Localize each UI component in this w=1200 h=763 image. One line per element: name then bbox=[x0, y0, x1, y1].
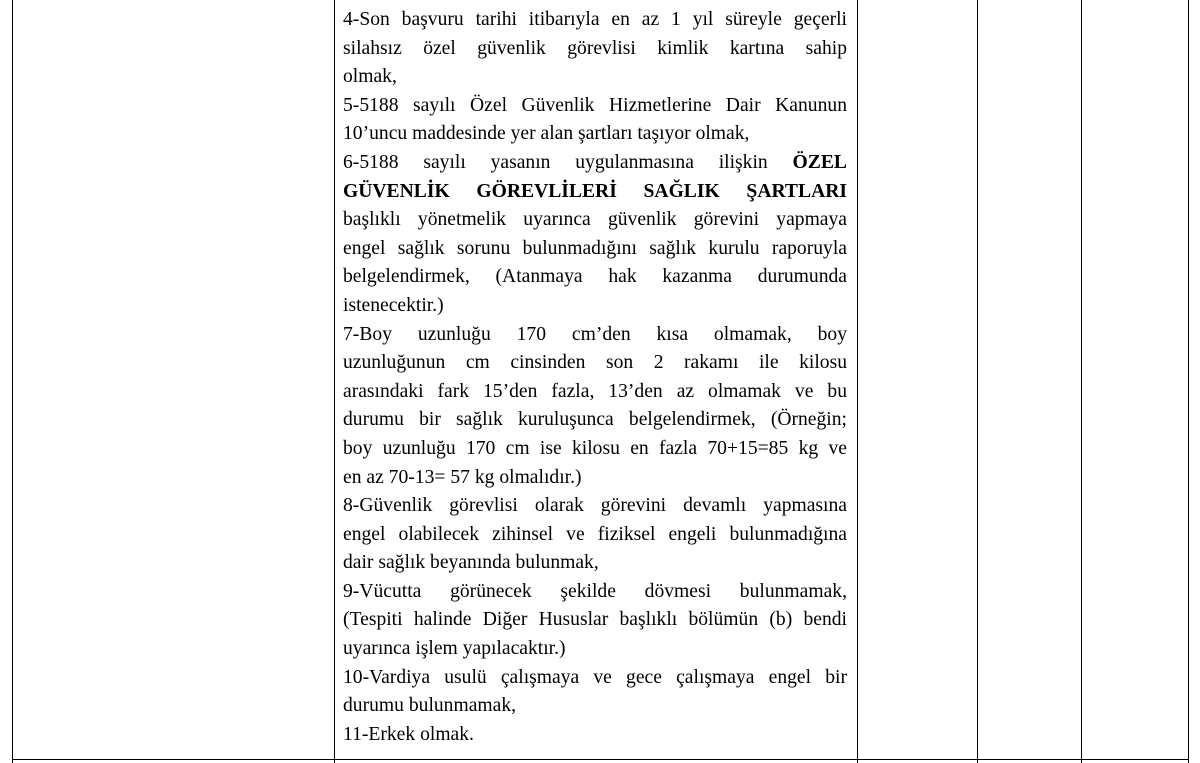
requirement-line: 10’uncu maddesinde yer alan şartları taşıyor olmak, bbox=[343, 123, 750, 145]
requirement-line bbox=[343, 149, 847, 178]
requirement-text: 6-5188 sayılı yasanın uygulanmasına ilişkin bbox=[343, 151, 793, 173]
table-column-divider-2 bbox=[857, 0, 858, 763]
requirement-line: engel olabilecek zihinsel ve fiziksel engeli bulunmadığına bbox=[343, 523, 847, 545]
requirement-line: 10-Vardiya usulü çalışmaya ve gece çalışmaya engel bir bbox=[343, 666, 847, 688]
requirement-line: uzunluğunun cm cinsinden son 2 rakamı ile kilosu bbox=[343, 352, 847, 374]
requirements-cell bbox=[343, 6, 847, 749]
table-border-left bbox=[12, 0, 13, 763]
bold-heading-text: GÜVENLİK GÖREVLİLERİ SAĞLIK ŞARTLARI bbox=[343, 180, 847, 202]
requirement-line: silahsız özel güvenlik görevlisi kimlik kartına sahip bbox=[343, 37, 847, 59]
requirement-line: (Tespiti halinde Diğer Hususlar başlıklı bölümün (b) bendi bbox=[343, 609, 847, 631]
requirement-line: engel sağlık sorunu bulunmadığını sağlık kurulu raporuyla bbox=[343, 237, 847, 259]
table-column-divider-4 bbox=[1081, 0, 1082, 763]
bold-heading-text: ÖZEL bbox=[792, 151, 847, 173]
requirement-line: 4-Son başvuru tarihi itibarıyla en az 1 yıl süreyle geçerli bbox=[343, 9, 847, 30]
requirement-line: 11-Erkek olmak. bbox=[343, 723, 474, 745]
requirement-line: istenecektir.) bbox=[343, 294, 444, 316]
requirement-line: durumu bulunmamak, bbox=[343, 695, 517, 717]
requirement-line: 7-Boy uzunluğu 170 cm’den kısa olmamak, boy bbox=[343, 323, 847, 345]
requirement-line: 8-Güvenlik görevlisi olarak görevini devamlı yapmasına bbox=[343, 495, 847, 517]
requirement-line: uyarınca işlem yapılacaktır.) bbox=[343, 638, 566, 660]
requirement-line bbox=[343, 178, 847, 207]
requirement-line: arasındaki fark 15’den fazla, 13’den az olmamak ve bu bbox=[343, 380, 847, 402]
table-row-bottom-border bbox=[12, 759, 1189, 760]
table-column-divider-1 bbox=[334, 0, 335, 763]
requirement-line: belgelendirmek, (Atanmaya hak kazanma durumunda bbox=[343, 266, 847, 288]
requirement-line: en az 70-13= 57 kg olmalıdır.) bbox=[343, 466, 582, 488]
requirement-line: başlıklı yönetmelik uyarınca güvenlik görevini yapmaya bbox=[343, 209, 847, 231]
requirement-line: durumu bir sağlık kuruluşunca belgelendirmek, (Örneğin; bbox=[343, 409, 847, 431]
requirement-line: dair sağlık beyanında bulunmak, bbox=[343, 552, 599, 574]
requirement-line: 5-5188 sayılı Özel Güvenlik Hizmetlerine Dair Kanunun bbox=[343, 94, 847, 116]
table-border-right bbox=[1188, 0, 1189, 763]
requirement-line: boy uzunluğu 170 cm ise kilosu en fazla 70+15=85 kg ve bbox=[343, 437, 847, 459]
requirement-line: olmak, bbox=[343, 66, 397, 88]
table-column-divider-3 bbox=[977, 0, 978, 763]
requirement-line: 9-Vücutta görünecek şekilde dövmesi bulunmamak, bbox=[343, 580, 847, 602]
